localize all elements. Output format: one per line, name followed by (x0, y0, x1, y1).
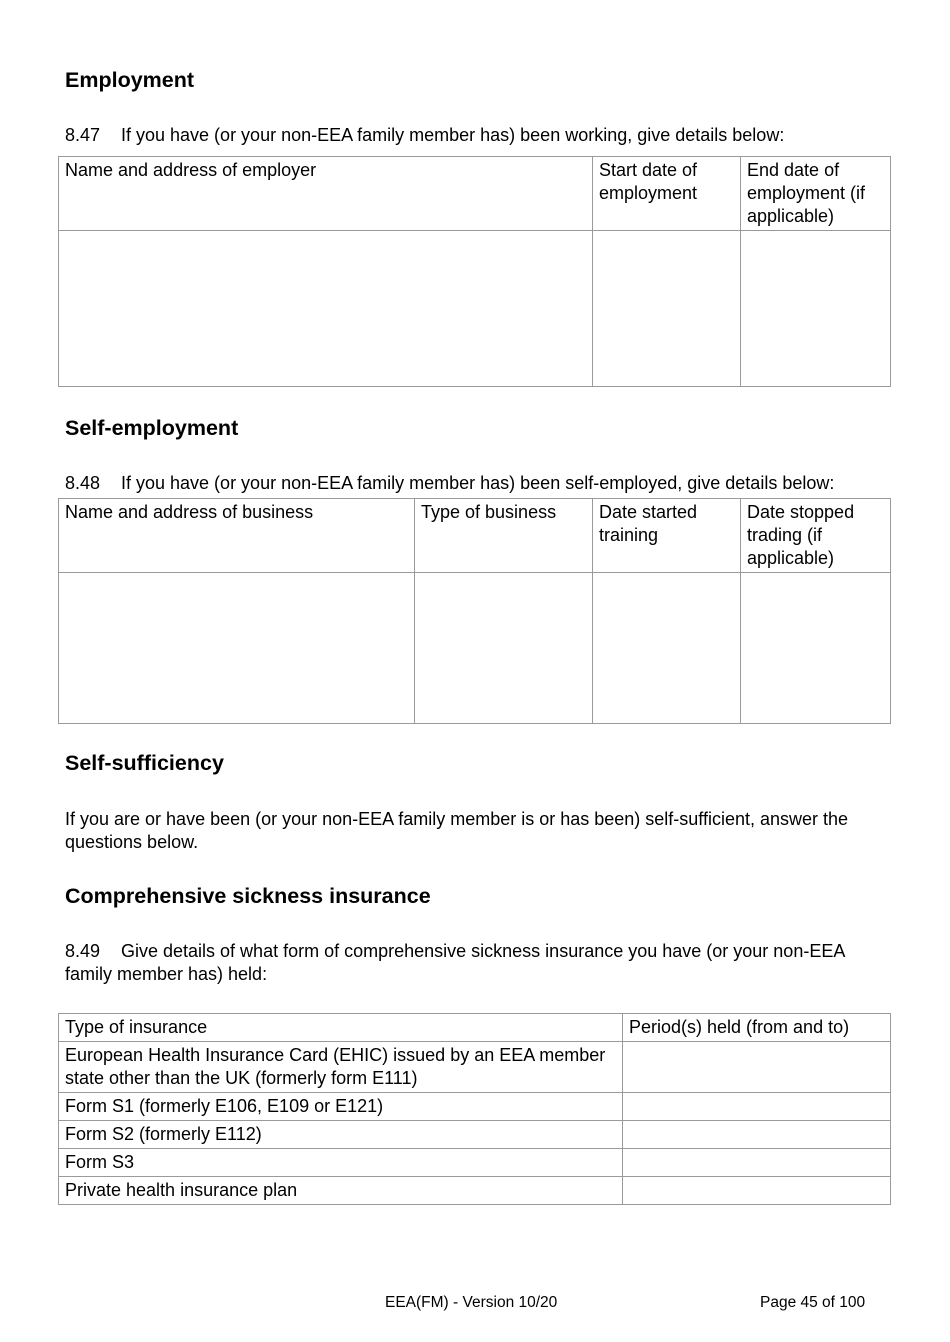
self-sufficiency-heading: Self-sufficiency (65, 751, 224, 775)
column-header: Date stopped trading (if applicable) (741, 499, 891, 573)
period-held-field[interactable] (623, 1149, 891, 1177)
insurance-type-cell: Form S2 (formerly E112) (59, 1121, 623, 1149)
column-header: Start date of employment (593, 157, 741, 231)
end-date-field[interactable] (741, 231, 891, 387)
question-number: 8.47 (65, 125, 101, 145)
question-text: Give details of what form of comprehensive sickness insurance you have (or your non-EEA family member has) held: (65, 941, 845, 984)
insurance-type-cell: Form S3 (59, 1149, 623, 1177)
period-held-field[interactable] (623, 1121, 891, 1149)
column-header: Date started training (593, 499, 741, 573)
insurance-type-cell: Private health insurance plan (59, 1177, 623, 1205)
insurance-type-cell: European Health Insurance Card (EHIC) issued by an EEA member state other than the UK (formerly form E111) (59, 1042, 623, 1093)
period-held-field[interactable] (623, 1093, 891, 1121)
question-8-47 (65, 124, 784, 147)
question-8-49 (65, 940, 865, 986)
footer-version: EEA(FM) - Version 10/20 (385, 1294, 558, 1311)
business-type-field[interactable] (415, 573, 593, 724)
start-date-field[interactable] (593, 231, 741, 387)
employer-name-field[interactable] (59, 231, 593, 387)
self-sufficiency-paragraph: If you are or have been (or your non-EEA family member is or has been) self-sufficient, answer the questions below. (65, 809, 849, 852)
question-number: 8.49 (65, 941, 101, 961)
insurance-heading: Comprehensive sickness insurance (65, 884, 431, 908)
employment-heading: Employment (65, 68, 195, 92)
question-text: If you have (or your non-EEA family member has) been self-employed, give details below: (121, 473, 835, 493)
employment-table (58, 156, 891, 387)
business-name-field[interactable] (59, 573, 415, 724)
question-8-48 (65, 472, 834, 495)
date-stopped-field[interactable] (741, 573, 891, 724)
self-employment-heading: Self-employment (65, 416, 239, 440)
column-header: Name and address of employer (59, 157, 593, 231)
column-header: Type of insurance (59, 1014, 623, 1042)
period-held-field[interactable] (623, 1177, 891, 1205)
column-header: Name and address of business (59, 499, 415, 573)
question-text: If you have (or your non-EEA family member has) been working, give details below: (121, 125, 785, 145)
question-number: 8.48 (65, 473, 101, 493)
column-header: End date of employment (if applicable) (741, 157, 891, 231)
insurance-table (58, 1013, 891, 1205)
footer-page-number: Page 45 of 100 (760, 1294, 866, 1311)
column-header: Period(s) held (from and to) (623, 1014, 891, 1042)
date-started-field[interactable] (593, 573, 741, 724)
insurance-type-cell: Form S1 (formerly E106, E109 or E121) (59, 1093, 623, 1121)
period-held-field[interactable] (623, 1042, 891, 1093)
column-header: Type of business (415, 499, 593, 573)
self-employment-table (58, 498, 891, 724)
